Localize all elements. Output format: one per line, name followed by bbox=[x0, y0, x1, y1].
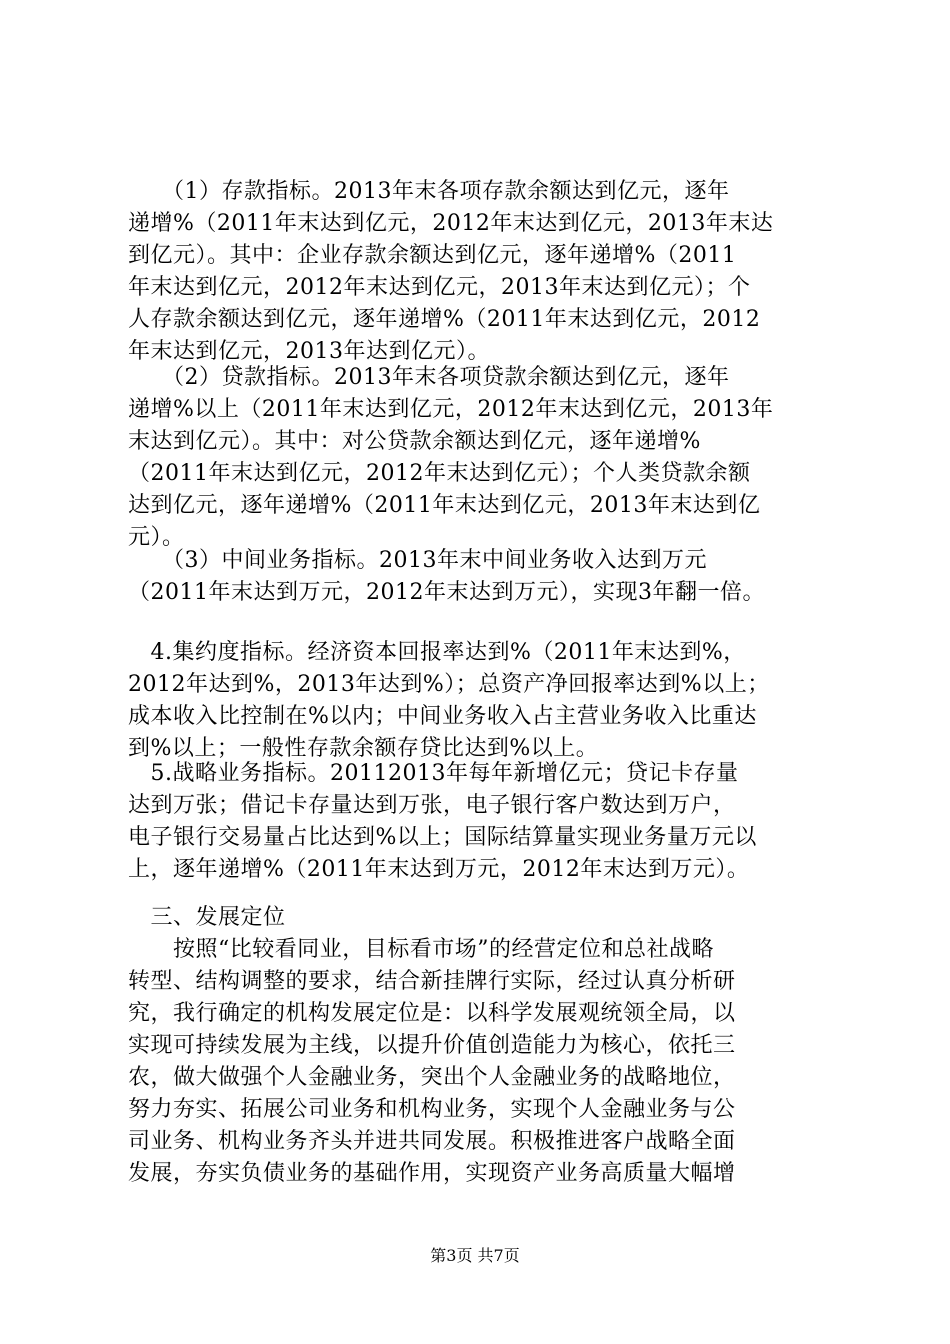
paragraph-loan-indicators: （2）贷款指标。2013年末各项贷款余额达到亿元，逐年 递增%以上（2011年末达到亿元，2012年末达到亿元，2013年 末达到亿元）。其中：对公贷款余额达到亿元，逐年递增% （2011年末达到亿元，2012年末达到亿元）；个人类贷款余额 达到亿元，逐年递增%（2011年末达到亿元，2013年末达到亿 元）。 bbox=[128, 365, 774, 550]
paragraph-deposit-indicators: （1）存款指标。2013年末各项存款余额达到亿元，逐年 递增%（2011年末达到亿元，2012年末达到亿元，2013年末达 到亿元）。其中：企业存款余额达到亿元，逐年递增%（2011 年末达到亿元，2012年末达到亿元，2013年末达到亿元）；个 人存款余额达到亿元，逐年递增%（2011年末达到亿元，2012 年末达到亿元，2013年达到亿元）。 bbox=[128, 179, 774, 364]
paragraph-strategic-indicators: 5.战略业务指标。20112013年每年新增亿元；贷记卡存量 达到万张；借记卡存量达到万张，电子银行客户数达到万户， 电子银行交易量占比达到%以上；国际结算量实现业务量万元以 上，逐年递增%（2011年末达到万元，2012年末达到万元）。 bbox=[128, 761, 757, 882]
page-footer: 第3页 共7页 bbox=[430, 1246, 520, 1265]
paragraph-intensity-indicators: 4.集约度指标。经济资本回报率达到%（2011年末达到%， 2012年达到%，2013年达到%）；总资产净回报率达到%以上； 成本收入比控制在%以内；中间业务收入占主营业务收入比重达 到%以上；一般性存款余额存贷比达到%以上。 bbox=[128, 640, 770, 761]
section-heading-development-positioning: 三、发展定位 bbox=[128, 905, 286, 930]
paragraph-intermediary-indicators: （3）中间业务指标。2013年末中间业务收入达到万元 （2011年末达到万元，2012年末达到万元），实现3年翻一倍。 bbox=[128, 548, 765, 605]
paragraph-development-positioning: 按照“比较看同业，目标看市场”的经营定位和总社战略 转型、结构调整的要求，结合新挂牌行实际，经过认真分析研 究，我行确定的机构发展定位是：以科学发展观统领全局，以 实现可持续发展为主线，以提升价值创造能力为核心，依托三 农，做大做强个人金融业务，突出个人金融业务的战略地位， 努力夯实、拓展公司业务和机构业务，实现个人金融业务与公 司业务、机构业务齐头并进共同发展。积极推进客户战略全面 发展，夯实负债业务的基础作用，实现资产业务高质量大幅增 bbox=[128, 937, 736, 1186]
